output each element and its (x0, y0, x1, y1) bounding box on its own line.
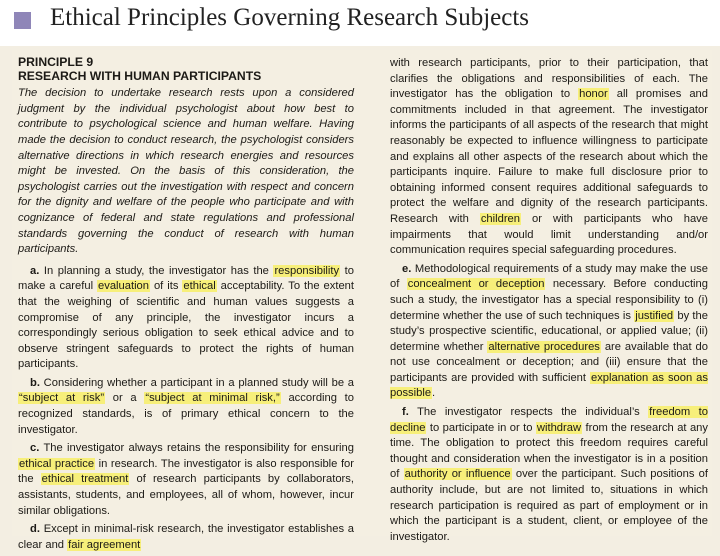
paragraph-d-start (18, 522, 354, 553)
highlight-freedom-to-decline: freedom to decline (390, 406, 708, 434)
highlight-fair-agreement: fair agreement (68, 538, 141, 551)
paragraph-letter: a. (30, 264, 40, 277)
text-run: acceptability. To the extent that the weighing of scientific and human values suggests a compromise of any principle, the investigator incurs a correspondingly serious obligation to seek ethical advice and to observe stringent safeguards to protect the rights of human participants. (18, 280, 355, 371)
document-page (12, 50, 712, 551)
text-run: all promises and commitments included in that agreement. The investigator informs the participants of all aspects of the research that might reasonably be expected to influence willingness to participate and explains all other aspects of the research about which the participants inquire. Failure to make full disclosure prior to obtaining informed consent requires additional safeguards to protect the welfare and dignity of the research participants. Research with (390, 88, 708, 225)
text-run: . (432, 387, 436, 400)
paragraph-letter: e. (402, 262, 412, 275)
text-run: Considering whether a participant in a planned study will be a (39, 376, 354, 389)
highlight-withdraw: withdraw (536, 421, 582, 434)
left-column (18, 56, 354, 556)
text-run: The investigator respects the individual’s (408, 406, 649, 419)
text-run: of research participants by collaborators, assistants, students, and employees, all of whom, however, incur similar obligations. (18, 473, 354, 517)
highlight-subject-minimal-risk: “subject at minimal risk,” (145, 392, 280, 405)
highlight-responsibility: responsibility (274, 264, 340, 277)
text-run: in research. The investigator is also responsible for the (18, 457, 355, 486)
text-run: from the research at any time. The obligation to protect this freedom requires careful thought and consideration when the investigator is in a position of (390, 421, 708, 481)
highlight-ethical-practice: ethical practice (19, 457, 95, 470)
slide-title: Ethical Principles Governing Research Subjects (50, 4, 530, 31)
text-run: of its (150, 280, 183, 293)
text-run: are available that do not use concealment or deception; and (iii) ensure that the participants are provided with sufficient (390, 340, 708, 384)
highlight-evaluation: evaluation (98, 280, 150, 293)
paragraph-d-continued (390, 56, 708, 259)
paragraph-letter: d. (30, 523, 40, 536)
text-run: to participate in or to (426, 421, 536, 434)
principle-preamble: The decision to undertake research rests upon a considered judgment by the individual psychologist about how best to contribute to psychological science and human welfare. Having made the decision to conduct research, the psychologist considers alternative directions in which research energies and resources might be invested. On the basis of this consideration, the psychologist carries out the investigation with respect and concern for the dignity and welfare of the people who participate and with cognizance of federal and state regulations and professional standards governing the conduct of research with human participants. (18, 87, 354, 256)
text-run: or a (105, 392, 145, 405)
highlight-subject-at-risk: “subject at risk” (19, 392, 105, 405)
principle-heading: RESEARCH WITH HUMAN PARTICIPANTS (18, 68, 262, 83)
highlight-alternative-procedures: alternative procedures (488, 340, 600, 353)
text-run: or with participants who have impairments that would limit understanding and/or communication requires special safeguarding procedures. (390, 212, 708, 257)
paragraph-a (18, 264, 354, 373)
text-run: with research participants, prior to their participation, that clarifies the obligations and responsibilities of each. The investigator has the obligation to (390, 57, 708, 101)
paragraph-f (390, 405, 708, 545)
text-run: Except in minimal-risk research, the investigator establishes a clear and (18, 523, 354, 551)
text-run: over the participant. Such positions of authority include, but are not limited to, situations in which research participation is required as part of employment or in which the participant is a student, client, or employee of the investigator. (390, 468, 708, 543)
paragraph-letter: f. (402, 406, 409, 419)
text-run: according to recognized standards, is of primary ethical concern to the investigator. (18, 392, 355, 436)
right-column (390, 56, 708, 548)
paragraph-letter: b. (30, 376, 40, 389)
highlight-concealment-deception: concealment or deception (407, 278, 545, 291)
highlight-justified: justified (635, 309, 674, 322)
highlight-authority-influence: authority or influence (404, 468, 511, 481)
title-bullet-square (14, 12, 31, 29)
text-run: The investigator always retains the responsibility for ensuring (39, 442, 354, 455)
paragraph-letter: c. (30, 442, 40, 455)
principle-number: PRINCIPLE 9 (18, 55, 94, 69)
highlight-ethical-treatment: ethical treatment (41, 473, 129, 486)
text-run: In planning a study, the investigator has the (39, 264, 274, 277)
text-run: to make a careful (18, 264, 354, 293)
title-bar (0, 0, 720, 46)
paragraph-c (18, 441, 354, 519)
highlight-honor: honor (579, 88, 608, 101)
highlight-explanation: explanation as soon as possible (390, 371, 708, 400)
highlight-children: children (480, 212, 521, 225)
text-run: Methodological requirements of a study may make the use of (390, 262, 708, 291)
paragraph-b (18, 376, 354, 438)
paragraph-e (390, 262, 708, 402)
highlight-ethical: ethical (183, 280, 216, 293)
text-run: necessary. Before conducting such a study, the investigator has a special responsibility to (i) determine whether the use of such techniques is (390, 278, 708, 322)
text-run: by the study’s prospective scientific, educational, or applied value; (ii) determine whether (390, 309, 708, 353)
